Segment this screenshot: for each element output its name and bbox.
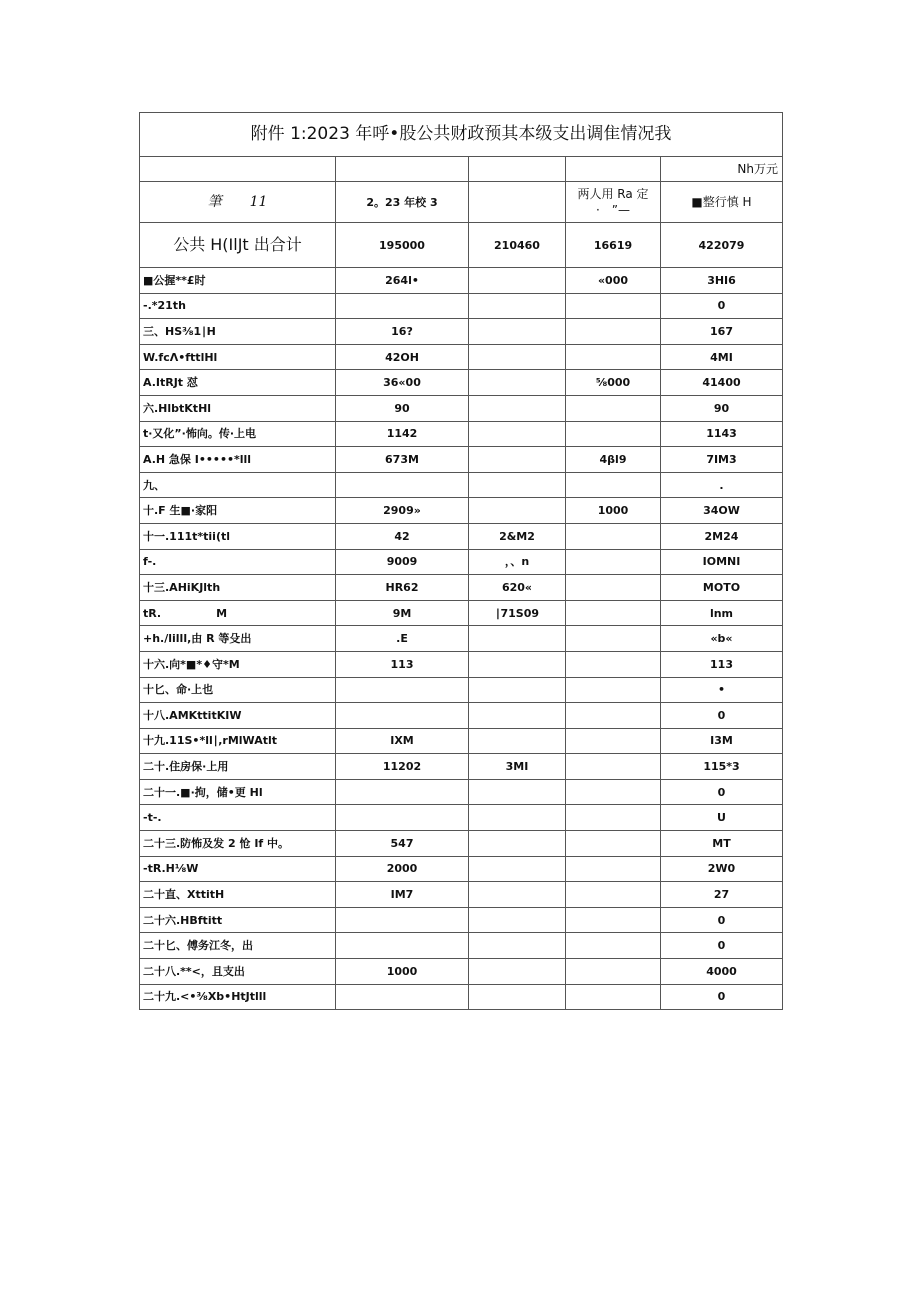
row-value bbox=[469, 370, 566, 396]
row-value bbox=[469, 447, 566, 473]
row-label: W.fcΛ•fttlHl bbox=[140, 344, 336, 370]
row-value: .E bbox=[336, 626, 469, 652]
total-row bbox=[140, 223, 783, 268]
row-label: -t-. bbox=[140, 805, 336, 831]
row-label: 二十六.HBftitt bbox=[140, 907, 336, 933]
row-label: 十一.111t*tii(tl bbox=[140, 523, 336, 549]
row-label: 十匕、命·上也 bbox=[140, 677, 336, 703]
row-value: 620« bbox=[469, 575, 566, 601]
row-label: -tR.H⅛W bbox=[140, 856, 336, 882]
row-value bbox=[336, 984, 469, 1010]
table-row bbox=[140, 856, 783, 882]
row-value bbox=[469, 498, 566, 524]
row-value: 113 bbox=[661, 651, 783, 677]
row-value: MT bbox=[661, 831, 783, 857]
row-value bbox=[469, 319, 566, 345]
document-title: 附件 1:2023 年呼•股公共财政预其本级支出调隹情况我 bbox=[140, 113, 783, 157]
header-cell: 2。23 年校 3 bbox=[336, 182, 469, 223]
row-value: 2909» bbox=[336, 498, 469, 524]
row-value bbox=[566, 575, 661, 601]
row-value: 34OW bbox=[661, 498, 783, 524]
row-value: 11202 bbox=[336, 754, 469, 780]
table-row bbox=[140, 728, 783, 754]
total-value: 195000 bbox=[336, 223, 469, 268]
table-row bbox=[140, 268, 783, 294]
row-value bbox=[469, 856, 566, 882]
row-value: IOMNI bbox=[661, 549, 783, 575]
row-value bbox=[566, 421, 661, 447]
row-value: 2M24 bbox=[661, 523, 783, 549]
row-value bbox=[566, 600, 661, 626]
row-label: 三、HS⅜1∣H bbox=[140, 319, 336, 345]
row-value bbox=[469, 268, 566, 294]
row-value bbox=[566, 293, 661, 319]
row-value bbox=[469, 703, 566, 729]
row-label: -.*21th bbox=[140, 293, 336, 319]
row-value: 673M bbox=[336, 447, 469, 473]
row-label: A.H 急保 I•••••*lll bbox=[140, 447, 336, 473]
row-label: 十八.AMKttitKIW bbox=[140, 703, 336, 729]
row-value: 0 bbox=[661, 293, 783, 319]
row-value bbox=[566, 677, 661, 703]
row-value: 0 bbox=[661, 984, 783, 1010]
row-value bbox=[566, 523, 661, 549]
budget-table bbox=[139, 112, 783, 1010]
row-value: 547 bbox=[336, 831, 469, 857]
row-label: 十三.AHiKJlth bbox=[140, 575, 336, 601]
row-value bbox=[566, 856, 661, 882]
table-row bbox=[140, 523, 783, 549]
row-value bbox=[566, 728, 661, 754]
row-value: 7IM3 bbox=[661, 447, 783, 473]
table-row bbox=[140, 447, 783, 473]
row-value: I3M bbox=[661, 728, 783, 754]
row-value: 4βl9 bbox=[566, 447, 661, 473]
row-value bbox=[469, 344, 566, 370]
header-row bbox=[140, 182, 783, 223]
table-row bbox=[140, 600, 783, 626]
table-row bbox=[140, 370, 783, 396]
row-value bbox=[469, 882, 566, 908]
table-row bbox=[140, 882, 783, 908]
row-value bbox=[469, 959, 566, 985]
row-value: 167 bbox=[661, 319, 783, 345]
row-label: ■公握**£时 bbox=[140, 268, 336, 294]
row-value: ，、n bbox=[469, 549, 566, 575]
header-cell: ■整行慎 H bbox=[661, 182, 783, 223]
row-value: 2W0 bbox=[661, 856, 783, 882]
table-row bbox=[140, 421, 783, 447]
row-value bbox=[469, 626, 566, 652]
row-value bbox=[566, 319, 661, 345]
row-value bbox=[566, 779, 661, 805]
row-value bbox=[469, 421, 566, 447]
row-value: • bbox=[661, 677, 783, 703]
row-value bbox=[469, 293, 566, 319]
row-value: IM7 bbox=[336, 882, 469, 908]
row-value bbox=[566, 959, 661, 985]
row-value bbox=[566, 984, 661, 1010]
row-value: 3MI bbox=[469, 754, 566, 780]
table-row bbox=[140, 575, 783, 601]
row-value: 0 bbox=[661, 779, 783, 805]
row-value: 0 bbox=[661, 907, 783, 933]
row-label: 二十九.<•⅜Xb•HtJtlll bbox=[140, 984, 336, 1010]
total-value: 210460 bbox=[469, 223, 566, 268]
row-value bbox=[566, 703, 661, 729]
table-row bbox=[140, 395, 783, 421]
total-value: 16619 bbox=[566, 223, 661, 268]
row-label: 二十八.**<，且支出 bbox=[140, 959, 336, 985]
table-row bbox=[140, 549, 783, 575]
table-row bbox=[140, 959, 783, 985]
table-row bbox=[140, 907, 783, 933]
row-value: 2&M2 bbox=[469, 523, 566, 549]
row-value: 90 bbox=[661, 395, 783, 421]
row-value bbox=[336, 779, 469, 805]
row-value: 36«00 bbox=[336, 370, 469, 396]
unit-label: Nh万元 bbox=[661, 157, 783, 182]
table-row bbox=[140, 805, 783, 831]
row-value: 42 bbox=[336, 523, 469, 549]
total-value: 422079 bbox=[661, 223, 783, 268]
table-row bbox=[140, 779, 783, 805]
table-row bbox=[140, 831, 783, 857]
row-value: lnm bbox=[661, 600, 783, 626]
row-value: 113 bbox=[336, 651, 469, 677]
row-value: 1000 bbox=[336, 959, 469, 985]
row-label: 十.F 生■·家阳 bbox=[140, 498, 336, 524]
unit-row bbox=[140, 157, 783, 182]
row-value bbox=[469, 933, 566, 959]
row-value: 115*3 bbox=[661, 754, 783, 780]
row-value: 1142 bbox=[336, 421, 469, 447]
table-row bbox=[140, 472, 783, 498]
row-label: 二十三.防怖及发 2 怆 If 中。 bbox=[140, 831, 336, 857]
row-value bbox=[566, 472, 661, 498]
row-value: ∣71S09 bbox=[469, 600, 566, 626]
row-label: A.ItRJt 怼 bbox=[140, 370, 336, 396]
row-value bbox=[566, 882, 661, 908]
title-row bbox=[140, 113, 783, 157]
row-value bbox=[469, 395, 566, 421]
row-value bbox=[469, 984, 566, 1010]
row-value: 42OH bbox=[336, 344, 469, 370]
table-row bbox=[140, 703, 783, 729]
row-label: 二十一.■·拘，储•更 Hl bbox=[140, 779, 336, 805]
row-value bbox=[566, 549, 661, 575]
row-value bbox=[566, 395, 661, 421]
row-value bbox=[566, 651, 661, 677]
row-value: U bbox=[661, 805, 783, 831]
row-value: «000 bbox=[566, 268, 661, 294]
row-label: 十九.11S•*ll∣,rMlWAtlt bbox=[140, 728, 336, 754]
row-value bbox=[336, 293, 469, 319]
row-value bbox=[469, 472, 566, 498]
row-value: 3HI6 bbox=[661, 268, 783, 294]
row-value bbox=[336, 677, 469, 703]
row-value bbox=[469, 907, 566, 933]
table-row bbox=[140, 984, 783, 1010]
row-value: 16? bbox=[336, 319, 469, 345]
row-value bbox=[469, 779, 566, 805]
table-row bbox=[140, 933, 783, 959]
row-value: 264l• bbox=[336, 268, 469, 294]
row-value bbox=[336, 907, 469, 933]
row-value: IXM bbox=[336, 728, 469, 754]
table-row bbox=[140, 319, 783, 345]
row-value: MOTO bbox=[661, 575, 783, 601]
row-label: 六.HlbtKtHl bbox=[140, 395, 336, 421]
row-label: 二十.住房保·上用 bbox=[140, 754, 336, 780]
total-label: 公共 H(IlJt 出合计 bbox=[140, 223, 336, 268]
table-row bbox=[140, 677, 783, 703]
table-row bbox=[140, 626, 783, 652]
row-label: 九、 bbox=[140, 472, 336, 498]
row-value bbox=[469, 805, 566, 831]
row-value: ⅝000 bbox=[566, 370, 661, 396]
header-cell: 两人用 Ra 定 · ”— bbox=[566, 182, 661, 223]
table-row bbox=[140, 754, 783, 780]
row-value: 90 bbox=[336, 395, 469, 421]
row-value bbox=[336, 933, 469, 959]
row-label: t·又化”·怖向。传·上电 bbox=[140, 421, 336, 447]
table-row bbox=[140, 651, 783, 677]
row-value bbox=[566, 754, 661, 780]
row-value: 9M bbox=[336, 600, 469, 626]
row-value bbox=[336, 805, 469, 831]
row-label: f-. bbox=[140, 549, 336, 575]
row-value bbox=[469, 831, 566, 857]
row-value bbox=[336, 472, 469, 498]
row-value: 0 bbox=[661, 933, 783, 959]
row-value bbox=[566, 831, 661, 857]
header-cell: 筆 11 bbox=[140, 182, 336, 223]
row-value: 2000 bbox=[336, 856, 469, 882]
row-value: HR62 bbox=[336, 575, 469, 601]
row-value bbox=[566, 933, 661, 959]
row-value bbox=[566, 907, 661, 933]
row-label: tR. M bbox=[140, 600, 336, 626]
row-value: 9009 bbox=[336, 549, 469, 575]
table-row bbox=[140, 344, 783, 370]
row-label: 二十直、XttitH bbox=[140, 882, 336, 908]
row-value: 0 bbox=[661, 703, 783, 729]
row-value: . bbox=[661, 472, 783, 498]
table-row bbox=[140, 293, 783, 319]
row-value bbox=[469, 677, 566, 703]
row-label: +h./lilll,由 R 等殳出 bbox=[140, 626, 336, 652]
row-value: 27 bbox=[661, 882, 783, 908]
row-label: 十六.向*■*♦守*M bbox=[140, 651, 336, 677]
row-value: 41400 bbox=[661, 370, 783, 396]
row-value bbox=[566, 626, 661, 652]
row-value: 4MI bbox=[661, 344, 783, 370]
row-label: 二十匕、傅务江冬，出 bbox=[140, 933, 336, 959]
row-value bbox=[336, 703, 469, 729]
row-value bbox=[566, 344, 661, 370]
table-row bbox=[140, 498, 783, 524]
row-value: «b« bbox=[661, 626, 783, 652]
row-value bbox=[469, 728, 566, 754]
row-value bbox=[469, 651, 566, 677]
header-cell bbox=[469, 182, 566, 223]
row-value: 4000 bbox=[661, 959, 783, 985]
row-value: 1000 bbox=[566, 498, 661, 524]
row-value bbox=[566, 805, 661, 831]
row-value: 1143 bbox=[661, 421, 783, 447]
